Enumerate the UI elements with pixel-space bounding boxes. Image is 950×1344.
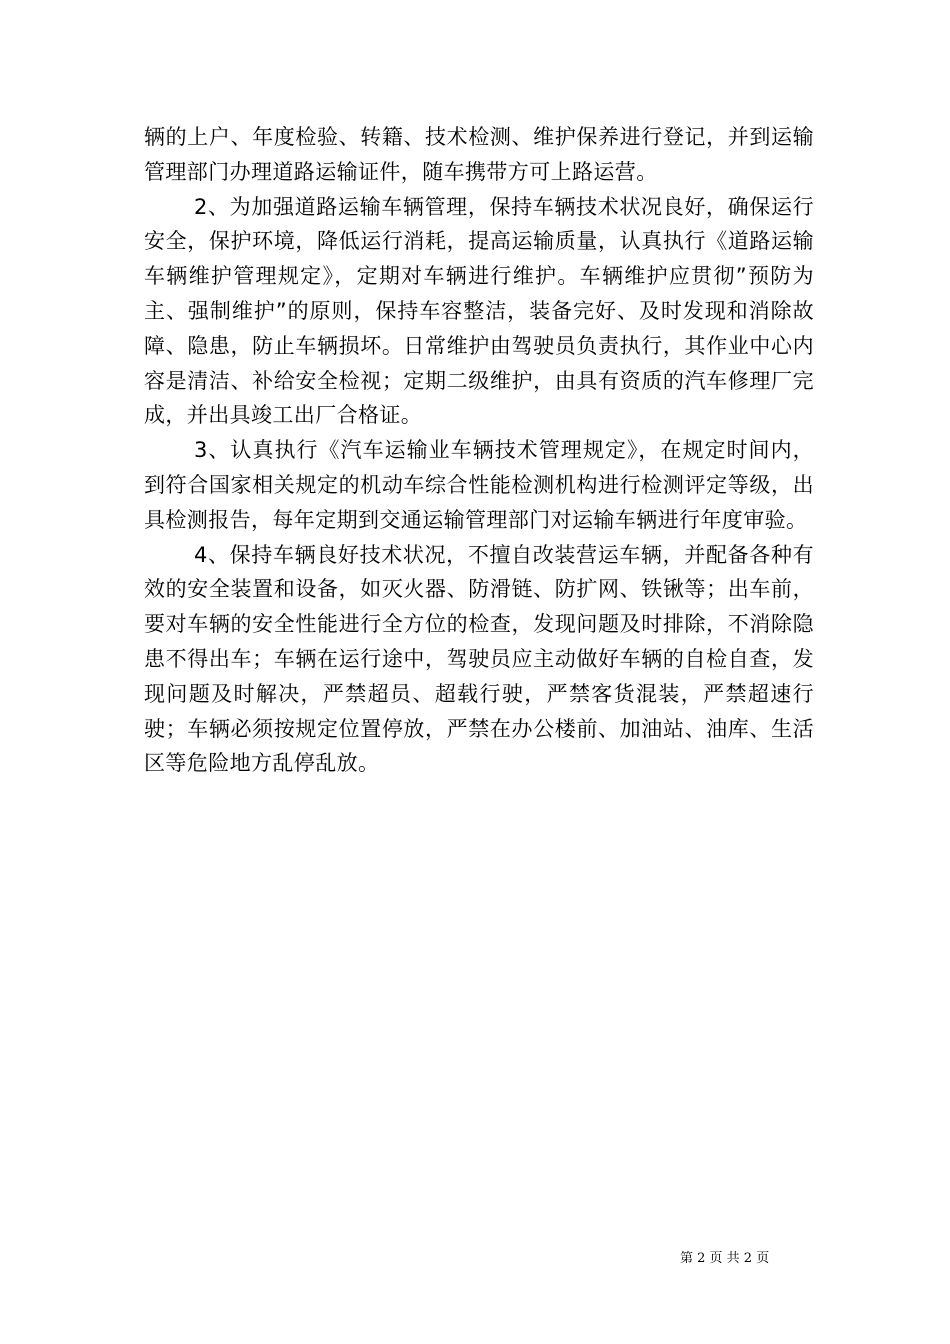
- page-number-footer: 第 2 页 共 2 页: [680, 1251, 770, 1266]
- paragraph-item-3: 3、认真执行《汽车运输业车辆技术管理规定》，在规定时间内，到符合国家相关规定的机动车综合性能检测机构进行检测评定等级，出具检测报告，每年定期到交通运输管理部门对运输车辆进行年度审验。: [144, 438, 814, 532]
- paragraph-continuation: 辆的上户、年度检验、转籍、技术检测、维护保养进行登记，并到运输管理部门办理道路运输证件，随车携带方可上路运营。: [144, 125, 814, 184]
- paragraph-item-4: 4、保持车辆良好技术状况，不擅自改装营运车辆，并配备各种有效的安全装置和设备，如灭火器、防滑链、防扩网、铁锹等；出车前，要对车辆的安全性能进行全方位的检查，发现问题及时排除，不消除隐患不得出车；车辆在运行途中，驾驶员应主动做好车辆的自检自查，发现问题及时解决，严禁超员、超载行驶，严禁客货混装，严禁超速行驶；车辆必须按规定位置停放，严禁在办公楼前、加油站、油库、生活区等危险地方乱停乱放。: [144, 542, 814, 776]
- paragraph-item-2: 2、为加强道路运输车辆管理，保持车辆技术状况良好，确保运行安全，保护环境，降低运行消耗，提高运输质量，认真执行《道路运输车辆维护管理规定》，定期对车辆进行维护。车辆维护应贯彻”预防为主、强制维护”的原则，保持车容整洁，装备完好、及时发现和消除故障、隐患，防止车辆损坏。日常维护由驾驶员负责执行，其作业中心内容是清洁、补给安全检视；定期二级维护，由具有资质的汽车修理厂完成，并出具竣工出厂合格证。: [144, 194, 814, 428]
- document-body: [144, 120, 814, 781]
